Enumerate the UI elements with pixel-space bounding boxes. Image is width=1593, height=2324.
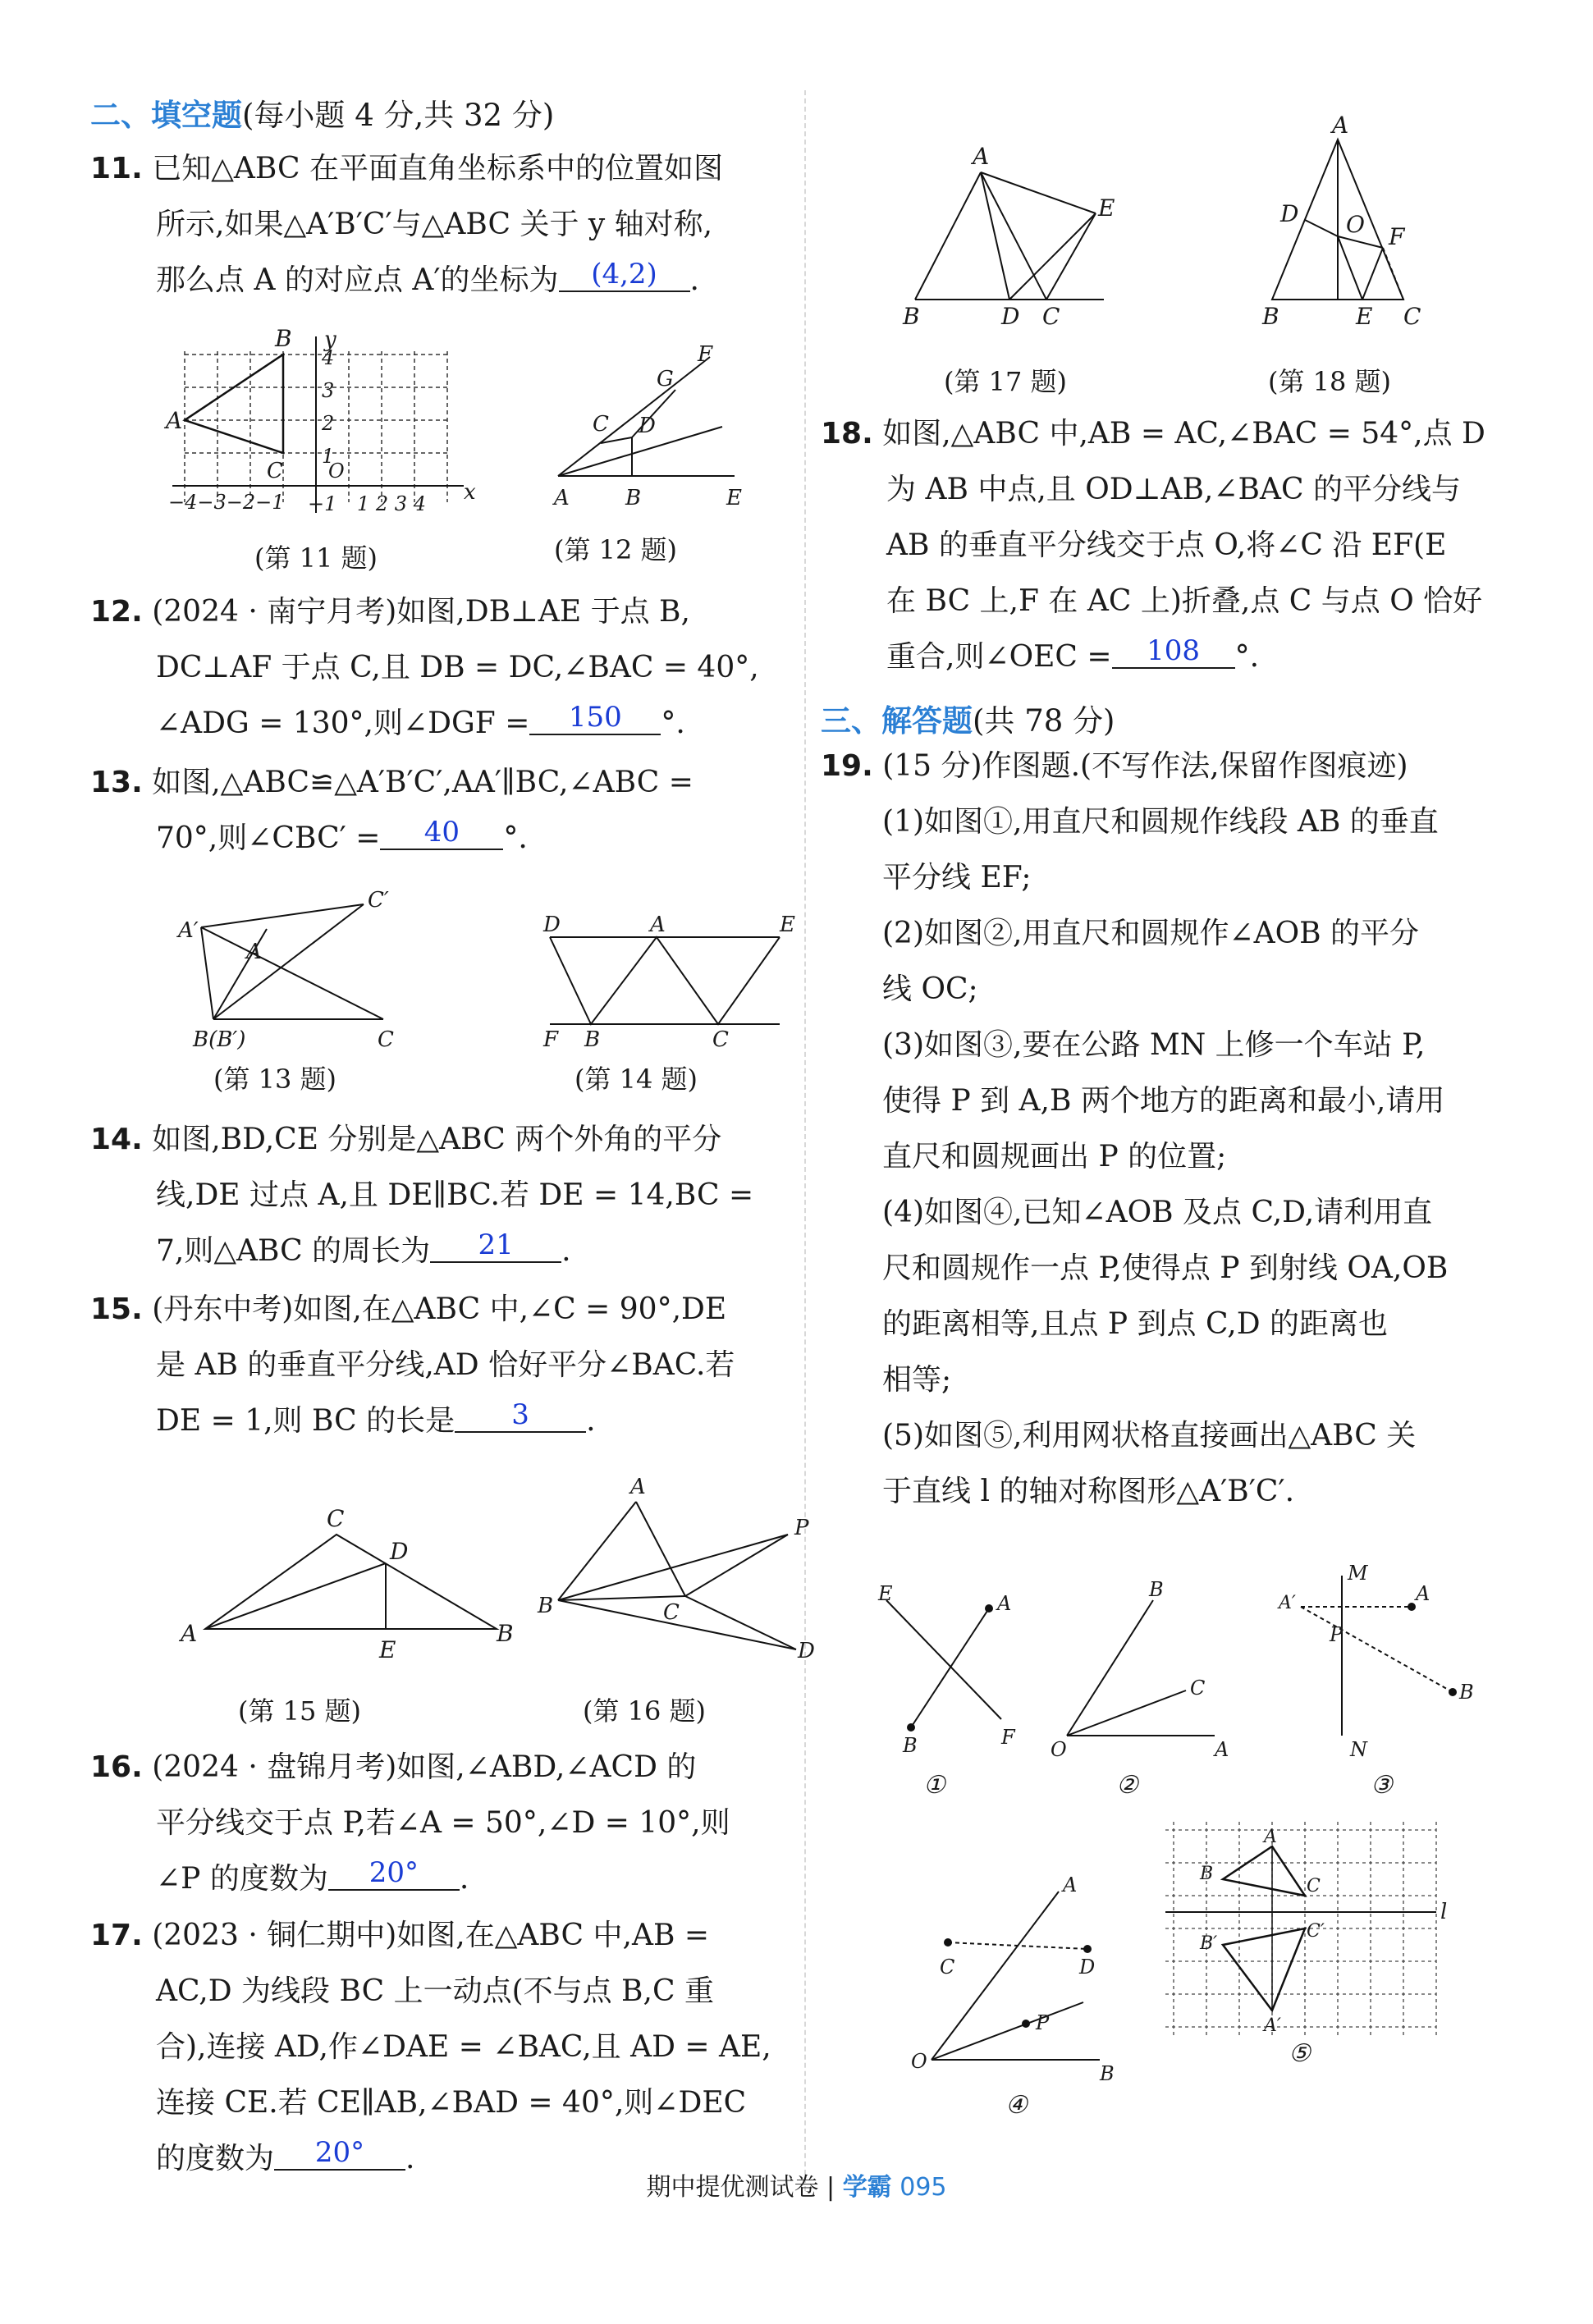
q17-text: (2023 · 铜仁期中)如图,在△ABC 中,AB = <box>152 1919 710 1952</box>
q17-line3: 合),连接 AD,作∠DAE = ∠BAC,且 AD = AE, <box>156 2030 771 2064</box>
svg-text:M: M <box>1348 1562 1368 1585</box>
footer-brand: 学霸 <box>842 2173 892 2202</box>
figure-q17 <box>903 140 1149 336</box>
q18-line2: 为 AB 中点,且 OD⊥AB,∠BAC 的平分线与 <box>886 473 1461 506</box>
svg-text:A: A <box>1063 1873 1078 1896</box>
svg-text:y: y <box>324 327 336 352</box>
svg-text:B: B <box>625 486 642 510</box>
svg-text:C: C <box>712 1027 729 1052</box>
caption-q14: (第 14 题) <box>574 1064 698 1095</box>
svg-text:B: B <box>497 1620 514 1647</box>
svg-text:B: B <box>903 1734 918 1757</box>
svg-text:B: B <box>903 303 920 330</box>
svg-text:E: E <box>1356 303 1373 330</box>
svg-text:D: D <box>1079 1956 1096 1979</box>
svg-text:−1: −1 <box>308 492 337 515</box>
q11-number: 11. <box>90 152 143 185</box>
q12-text: (2024 · 南宁月考)如图,DB⊥AE 于点 B, <box>152 595 690 629</box>
svg-text:B′: B′ <box>1200 1933 1218 1954</box>
q15-number: 15. <box>90 1292 143 1326</box>
q14-line2: 线,DE 过点 A,且 DE∥BC.若 DE = 14,BC = <box>156 1178 754 1212</box>
figure-q14 <box>533 903 813 1052</box>
q19-s3a: (3)如图③,要在公路 MN 上修一个车站 P, <box>882 1028 1426 1062</box>
svg-text:A′: A′ <box>1279 1593 1296 1613</box>
q19-s4c: 的距离相等,且点 P 到点 C,D 的距离也 <box>882 1307 1389 1341</box>
svg-text:E: E <box>878 1582 893 1605</box>
svg-text:O: O <box>328 460 345 483</box>
svg-text:4: 4 <box>322 346 335 369</box>
q18-answer-blank[interactable]: 108 <box>1112 634 1235 669</box>
q12-number: 12. <box>90 595 143 629</box>
q15-line3 <box>156 1393 596 1449</box>
section3-note: (共 78 分) <box>973 703 1115 739</box>
q11-tail: . <box>689 263 699 297</box>
page-number: 095 <box>899 2173 947 2202</box>
caption-q16: (第 16 题) <box>583 1695 707 1727</box>
q15-text3: DE = 1,则 BC 的长是 <box>156 1404 455 1438</box>
q17-tail: . <box>405 2142 415 2175</box>
svg-text:D: D <box>390 1538 409 1565</box>
q14-line1 <box>90 1112 721 1168</box>
svg-text:A′: A′ <box>178 918 199 943</box>
q17-line2: AC,D 为线段 BC 上一动点(不与点 B,C 重 <box>156 1974 714 2008</box>
svg-text:F: F <box>543 1027 559 1052</box>
svg-text:A: A <box>554 486 570 510</box>
svg-text:A: A <box>1332 112 1349 139</box>
q17-number: 17. <box>90 1919 143 1952</box>
q16-line2: 平分线交于点 P,若∠A = 50°,∠D = 10°,则 <box>156 1806 730 1840</box>
section-title-fill-blank <box>90 90 554 135</box>
svg-text:B(B′): B(B′) <box>193 1027 246 1052</box>
q19-line1 <box>821 739 1408 794</box>
q13-number: 13. <box>90 766 143 799</box>
fig-label-4: ④ <box>1005 2091 1028 2120</box>
figure-q12 <box>533 341 796 525</box>
q15-line2: 是 AB 的垂直平分线,AD 恰好平分∠BAC.若 <box>156 1348 735 1382</box>
svg-text:C′: C′ <box>368 888 389 913</box>
svg-text:C: C <box>1190 1677 1206 1700</box>
figure-19-3 <box>1256 1559 1474 1800</box>
svg-text:D: D <box>1280 200 1299 227</box>
svg-text:B: B <box>1459 1681 1474 1704</box>
q15-tail: . <box>586 1404 596 1438</box>
svg-text:A′: A′ <box>1264 2015 1281 2036</box>
q18-number: 18. <box>821 417 873 451</box>
q18-line4: 在 BC 上,F 在 AC 上)折叠,点 C 与点 O 恰好 <box>886 584 1483 618</box>
q14-text: 如图,BD,CE 分别是△ABC 两个外角的平分 <box>152 1123 722 1156</box>
svg-text:D: D <box>798 1639 815 1663</box>
svg-text:P: P <box>1036 2011 1050 2034</box>
svg-text:B: B <box>1262 303 1279 330</box>
svg-text:A: A <box>997 1592 1012 1615</box>
q12-line3 <box>156 696 685 752</box>
q13-line2 <box>156 811 528 867</box>
q14-number: 14. <box>90 1123 143 1156</box>
svg-text:E: E <box>1098 194 1115 222</box>
svg-text:O: O <box>1051 1738 1067 1761</box>
q13-line1 <box>90 755 694 811</box>
caption-q18: (第 18 题) <box>1268 366 1392 397</box>
svg-text:3: 3 <box>322 379 335 402</box>
svg-text:B: B <box>1100 2062 1115 2085</box>
svg-text:A: A <box>973 143 990 170</box>
q18-line3: AB 的垂直平分线交于点 O,将∠C 沿 EF(E <box>886 528 1447 562</box>
figure-q11-coordinate-grid <box>164 325 476 533</box>
svg-text:N: N <box>1350 1738 1367 1761</box>
section-title-answers <box>821 696 1115 740</box>
svg-text:2: 2 <box>322 412 335 435</box>
svg-text:D: D <box>639 414 656 438</box>
figure-q16 <box>533 1473 845 1670</box>
q16-text: (2024 · 盘锦月考)如图,∠ABD,∠ACD 的 <box>152 1750 697 1784</box>
caption-q17: (第 17 题) <box>944 366 1068 397</box>
q14-answer-blank[interactable]: 21 <box>430 1228 561 1263</box>
caption-q15: (第 15 题) <box>238 1695 362 1727</box>
q12-text3: ∠ADG = 130°,则∠DGF = <box>156 707 530 740</box>
figure-q13 <box>168 886 497 1052</box>
svg-text:P: P <box>794 1516 809 1540</box>
q16-text3: ∠P 的度数为 <box>156 1862 328 1896</box>
svg-text:A: A <box>181 1620 198 1647</box>
svg-text:C′: C′ <box>1307 1921 1325 1942</box>
q11-line3 <box>156 253 699 309</box>
svg-text:B: B <box>538 1594 554 1618</box>
q15-answer-blank[interactable]: 3 <box>455 1398 586 1433</box>
svg-text:−4−3−2−1: −4−3−2−1 <box>168 491 285 514</box>
svg-text:P: P <box>1330 1623 1344 1646</box>
q14-tail: . <box>561 1234 571 1268</box>
svg-text:B: B <box>1149 1578 1164 1601</box>
svg-text:E: E <box>726 486 742 510</box>
q16-answer-blank[interactable]: 20° <box>328 1856 460 1891</box>
q17-text5: 的度数为 <box>156 2142 275 2175</box>
q19-s1a: (1)如图①,用直尺和圆规作线段 AB 的垂直 <box>882 805 1439 839</box>
caption-q12: (第 12 题) <box>554 534 678 565</box>
q15-line1 <box>90 1282 726 1338</box>
q13-tail: °. <box>503 821 528 855</box>
q11-line2: 所示,如果△A′B′C′与△ABC 关于 y 轴对称, <box>156 208 713 241</box>
svg-text:F: F <box>698 342 713 367</box>
q11-line1 <box>90 141 723 197</box>
caption-q13: (第 13 题) <box>213 1064 337 1095</box>
svg-text:C: C <box>940 1956 955 1979</box>
q19-s4d: 相等; <box>882 1363 952 1397</box>
svg-text:A: A <box>630 1475 646 1499</box>
q19-s4a: (4)如图④,已知∠AOB 及点 C,D,请利用直 <box>882 1196 1433 1229</box>
svg-text:A: A <box>166 407 183 434</box>
q19-s5a: (5)如图⑤,利用网状格直接画出△ABC 关 <box>882 1419 1417 1452</box>
q18-line5 <box>886 629 1259 685</box>
section-title-text: 二、填空题 <box>90 98 242 133</box>
svg-text:A: A <box>246 940 262 964</box>
svg-text:B: B <box>1200 1864 1214 1884</box>
section3-title-text: 三、解答题 <box>821 703 973 739</box>
svg-text:C: C <box>327 1505 345 1532</box>
figure-19-4 <box>911 1867 1124 2120</box>
svg-text:B: B <box>584 1027 601 1052</box>
q12-answer-blank[interactable]: 150 <box>529 701 661 735</box>
svg-text:C: C <box>378 1027 394 1052</box>
svg-text:1 2 3 4: 1 2 3 4 <box>357 492 426 515</box>
q19-s3b: 使得 P 到 A,B 两个地方的距离和最小,请用 <box>882 1084 1445 1118</box>
svg-text:O: O <box>911 2050 927 2073</box>
svg-text:F: F <box>1389 223 1405 250</box>
q13-text2: 70°,则∠CBC′ = <box>156 821 381 855</box>
section-note: (每小题 4 分,共 32 分) <box>242 98 555 133</box>
fig-label-1: ① <box>923 1771 945 1800</box>
svg-text:1: 1 <box>322 445 335 468</box>
column-divider <box>804 90 806 2191</box>
q14-text3: 7,则△ABC 的周长为 <box>156 1234 431 1268</box>
q19-s4b: 尺和圆规作一点 P,使得点 P 到射线 OA,OB <box>882 1251 1449 1285</box>
q19-s5b: 于直线 l 的轴对称图形△A′B′C′. <box>882 1475 1295 1508</box>
figure-19-2 <box>1042 1576 1231 1800</box>
svg-text:x: x <box>464 480 476 505</box>
svg-text:O: O <box>1346 211 1365 238</box>
q14-line3 <box>156 1224 571 1279</box>
svg-text:l: l <box>1440 1900 1448 1924</box>
svg-text:C: C <box>1042 303 1060 330</box>
q16-line1 <box>90 1740 696 1796</box>
svg-text:A: A <box>1416 1582 1430 1605</box>
svg-text:C: C <box>1403 303 1421 330</box>
svg-text:A: A <box>1215 1738 1229 1761</box>
q13-text: 如图,△ABC≌△A′B′C′,AA′∥BC,∠ABC = <box>152 766 694 799</box>
svg-text:C: C <box>267 459 283 483</box>
q17-answer-blank[interactable]: 20° <box>274 2136 405 2171</box>
svg-text:B: B <box>275 325 292 352</box>
q11-text: 已知△ABC 在平面直角坐标系中的位置如图 <box>152 152 724 185</box>
q17-line1 <box>90 1908 709 1964</box>
svg-text:E: E <box>780 913 795 937</box>
q12-tail: °. <box>661 707 685 740</box>
footer-text: 期中提优测试卷 <box>646 2173 819 2202</box>
q12-line1 <box>90 584 690 640</box>
q16-tail: . <box>459 1862 469 1896</box>
figure-19-5 <box>1165 1822 1461 2068</box>
svg-text:D: D <box>1001 303 1020 330</box>
q19-s2a: (2)如图②,用直尺和圆规作∠AOB 的平分 <box>882 917 1420 950</box>
q19-text: (15 分)作图题.(不写作法,保留作图痕迹) <box>882 749 1408 783</box>
q12-line2: DC⊥AF 于点 C,且 DB = DC,∠BAC = 40°, <box>156 651 759 684</box>
q16-number: 16. <box>90 1750 143 1784</box>
q15-text: (丹东中考)如图,在△ABC 中,∠C = 90°,DE <box>152 1292 727 1326</box>
q11-answer-blank[interactable]: (4,2) <box>559 258 690 292</box>
page-footer: 期中提优测试卷 | 学霸 095 <box>646 2173 947 2202</box>
q17-line4: 连接 CE.若 CE∥AB,∠BAD = 40°,则∠DEC <box>156 2086 747 2120</box>
svg-text:A: A <box>650 913 666 937</box>
q19-s3c: 直尺和圆规画出 P 的位置; <box>882 1140 1227 1173</box>
q19-s2b: 线 OC; <box>882 972 978 1006</box>
svg-text:E: E <box>379 1636 396 1663</box>
svg-text:F: F <box>1001 1726 1015 1749</box>
q18-line1 <box>821 406 1485 462</box>
q19-s1b: 平分线 EF; <box>882 861 1032 894</box>
svg-text:C: C <box>593 412 609 437</box>
svg-text:D: D <box>543 913 561 937</box>
svg-text:G: G <box>657 367 674 391</box>
svg-text:A: A <box>1264 1827 1277 1847</box>
figure-19-1 <box>870 1576 1034 1800</box>
q16-line3 <box>156 1851 469 1907</box>
q11-text3: 那么点 A 的对应点 A′的坐标为 <box>156 263 559 297</box>
figure-q15 <box>172 1494 517 1666</box>
figure-q18 <box>1247 112 1485 336</box>
q18-tail: °. <box>1234 640 1260 674</box>
svg-text:C: C <box>663 1600 680 1625</box>
caption-q11: (第 11 题) <box>254 542 378 574</box>
fig-label-3: ③ <box>1371 1771 1393 1800</box>
svg-text:C: C <box>1307 1876 1321 1896</box>
q18-text5: 重合,则∠OEC = <box>886 640 1112 674</box>
q18-text: 如图,△ABC 中,AB = AC,∠BAC = 54°,点 D <box>882 417 1485 451</box>
q19-number: 19. <box>821 749 873 783</box>
q13-answer-blank[interactable]: 40 <box>380 816 503 850</box>
fig-label-5: ⑤ <box>1289 2039 1311 2068</box>
fig-label-2: ② <box>1116 1771 1138 1800</box>
